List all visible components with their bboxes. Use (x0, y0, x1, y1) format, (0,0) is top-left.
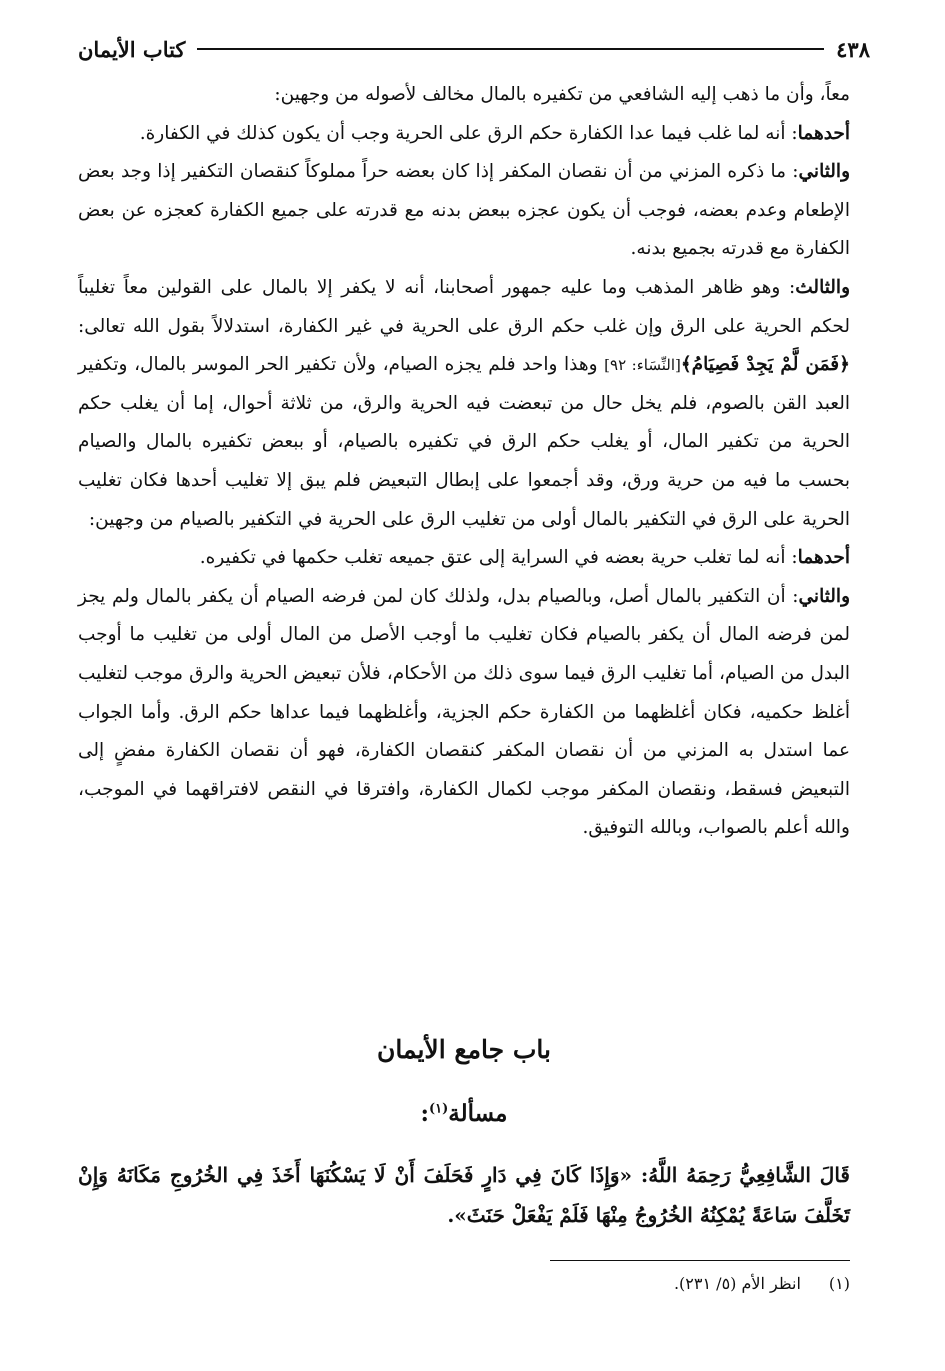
footnote-number: (١) (828, 1274, 850, 1293)
paragraph-first-b (78, 539, 850, 578)
body-text (78, 76, 850, 848)
paragraph-text: : ما ذكره المزني من أن نقصان المكفر إذا كان بعضه حراً مملوكاً كنقصان التكفير إذا وجد بعض الإطعام وعدم بعضه، فوجب أن يكون عجزه ببعض بدنه مع قدرته على جميع الكفارة كعجزه عن بعض الكفارة مع قدرته بجميع بدنه. (78, 161, 850, 260)
footnote (400, 1274, 850, 1293)
footnote-rule (550, 1260, 850, 1261)
paragraph-first (78, 115, 850, 154)
paragraph-lead: أحدهما (797, 547, 850, 569)
page-header (78, 32, 870, 66)
header-rule (197, 48, 824, 50)
footnote-marker: (١) (429, 1101, 449, 1117)
issue-colon: : (420, 1100, 429, 1127)
paragraph-intro (78, 76, 850, 115)
shafii-quote: قَالَ الشَّافِعِيُّ رَحِمَهُ اللَّهُ: «وَإِذَا كَانَ فِي دَارٍ فَحَلَفَ أَنْ لَا يَسْكُنَهَا أَخَذَ فِي الخُرُوجِ مَكَانَهُ وَإِنْ تَخَلَّفَ سَاعَةً يُمْكِنُهُ الخُرُوجُ مِنْهَا فَلَمْ يَفْعَلْ حَنَثَ». (78, 1163, 850, 1227)
paragraph-text: معاً، وأن ما ذهب إليه الشافعي من تكفيره بالمال مخالف لأصوله من وجهين: (274, 84, 850, 105)
book-title: كتاب الأيمان (78, 36, 186, 62)
paragraph-second-b (78, 578, 850, 848)
issue-heading (78, 1100, 850, 1127)
paragraph-lead: والثالث (795, 276, 850, 298)
quran-verse: ﴿فَمَن لَّمْ يَجِدْ فَصِيَامُ﴾ (680, 354, 850, 376)
page-number: ٤٣٨ (836, 36, 870, 62)
issue-title-text: مسألة (448, 1100, 508, 1127)
paragraph-text: وهذا واحد فلم يجزه الصيام، ولأن تكفير الحر الموسر بالمال، وتكفير العبد القن بالصوم، فلم يخل حال من تبعضت فيه الحرية والرق، من ثلاثة أحوال، إما أن يغلب حكم الحرية من تكفير المال، أو يغلب حكم الرق في تكفيره بالصيام، أو ببعض تكفيره بالمال والصيام بحسب ما فيه من حرية ورق، وقد أجمعوا على إبطال التبعيض فلم يبق إلا تغليب أحدها فكان تغليب الحرية على الرق في التكفير بالمال أولى من تغليب الرق على الحرية في التكفير بالصيام من وجهين: (78, 354, 850, 530)
paragraph-lead: والثاني (798, 161, 850, 183)
paragraph-lead: أحدهما (797, 122, 850, 144)
paragraph-second (78, 153, 850, 269)
section-heading: باب جامع الأيمان (377, 1035, 551, 1064)
paragraph-text: : وهو ظاهر المذهب وما عليه جمهور أصحابنا، أنه لا يكفر إلا بالمال على القولين معاً تغليباً لحكم الحرية على الرق وإن غلب حكم الرق على الحرية في غير الكفارة، استدلالاً بقول الله تعالى: (78, 276, 850, 337)
paragraph-lead: والثاني (798, 585, 850, 607)
footnote-text: انظر الأم (٥/ ٢٣١). (673, 1274, 801, 1293)
paragraph-text: : أن التكفير بالمال أصل، وبالصيام بدل، ولذلك كان لمن فرضه الصيام أن يكفر بالمال ولم يجز لمن فرضه المال أن يكفر بالصيام فكان تغليب ما أوجب الأصل من المال أولى من تغليب ما أوجب البدل من الصيام، أما تغليب الرق فيما سوى ذلك من الأحكام، فلأن تبعيض الحرية والرق موجب لتغليب أغلظ حكميه، فكان أغلظهما من الكفارة حكم الجزية، وأغلظهما فيما عداها حكم الرق. وأما الجواب عما استدل به المزني من أن نقصان المكفر كنقصان الكفارة، فهو أن نقصان الكفارة مفضٍ إلى التبعيض فسقط، ونقصان المكفر موجب لكمال الكفارة، وافترقا في النقص لافتراقهما في الموجب، والله أعلم بالصواب، وبالله التوفيق. (78, 585, 850, 839)
paragraph-text: : أنه لما تغلب حرية بعضه في السراية إلى عتق جميعه تغلب حكمها في تكفيره. (199, 547, 798, 569)
verse-reference: [النِّسَاء: ٩٢] (604, 356, 681, 375)
paragraph-text: : أنه لما غلب فيما عدا الكفارة حكم الرق على الحرية وجب أن يكون كذلك في الكفارة. (139, 122, 798, 144)
paragraph-third (78, 269, 850, 539)
